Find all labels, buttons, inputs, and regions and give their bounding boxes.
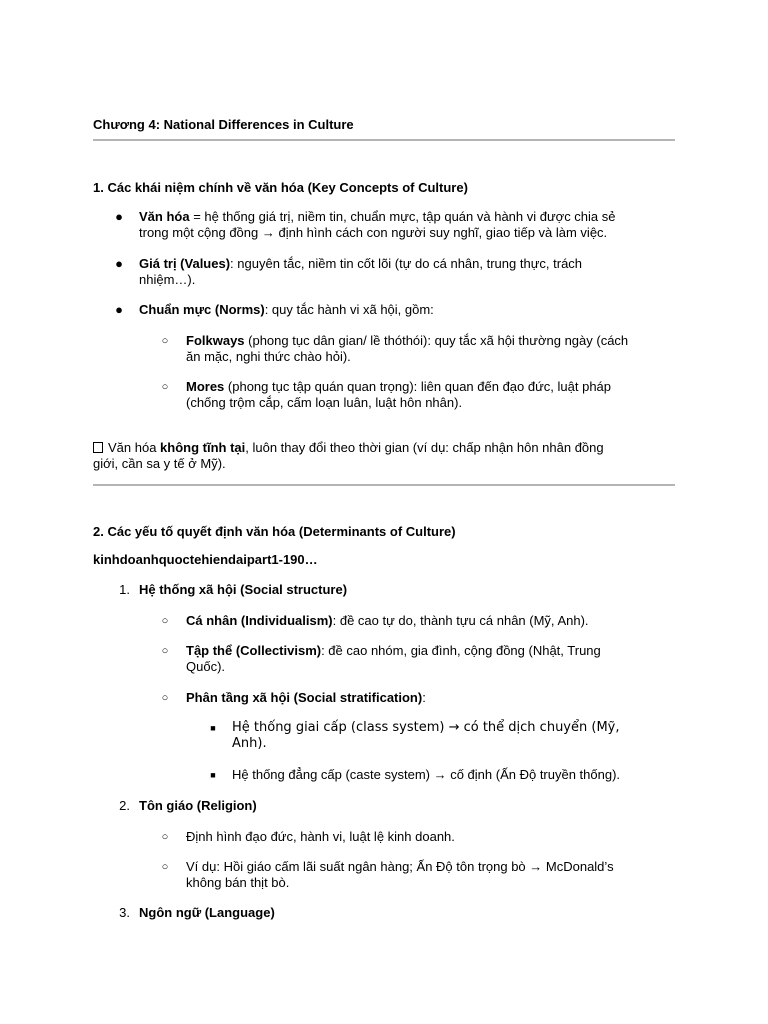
term: Văn hóa <box>139 209 190 224</box>
term: Chuẩn mực (Norms) <box>139 302 265 317</box>
circle-bullet-icon: ○ <box>161 335 169 347</box>
page-title: Chương 4: National Differences in Culture <box>93 117 354 132</box>
term: Phân tầng xã hội (Social stratification) <box>186 690 423 705</box>
text: : quy tắc hành vi xã hội, gồm: <box>264 302 434 317</box>
checkbox-glyph-icon <box>93 442 103 453</box>
divider <box>93 484 675 486</box>
sub-item-religion-1: Định hình đạo đức, hành vi, luật lệ kinh doanh. <box>186 829 455 844</box>
list-item-norms <box>139 302 721 318</box>
sub-item-mores <box>186 379 768 395</box>
term: Cá nhân (Individualism) <box>186 613 333 628</box>
text: , luôn thay đổi theo thời gian (ví dụ: chấp nhận hôn nhân đồng <box>245 440 604 455</box>
text: : <box>422 690 426 705</box>
text: (phong tục tập quán quan trọng): liên quan đến đạo đức, luật pháp <box>224 379 612 394</box>
list-item-culture <box>139 209 721 225</box>
divider <box>93 139 675 141</box>
circle-bullet-icon: ○ <box>161 645 169 657</box>
note-line-cont: giới, cần sa y tế ở Mỹ). <box>93 456 226 471</box>
square-bullet-icon: ■ <box>210 723 216 733</box>
text: Văn hóa <box>108 440 161 455</box>
sub-item-collectivism <box>186 643 768 659</box>
circle-bullet-icon: ○ <box>161 615 169 627</box>
list-number: 1. <box>119 582 130 597</box>
text: : đề cao tự do, thành tựu cá nhân (Mỹ, Anh). <box>332 613 589 628</box>
text: (phong tục dân gian/ lề thóthói): quy tắc xã hội thường ngày (cách <box>244 333 629 348</box>
list-item-social-structure: Hệ thống xã hội (Social structure) <box>139 582 348 597</box>
circle-bullet-icon: ○ <box>161 861 169 873</box>
sub-item-religion-2: Ví dụ: Hồi giáo cấm lãi suất ngân hàng; Ấn Độ tôn trọng bò → McDonald’s <box>186 859 614 874</box>
note-line <box>93 440 675 456</box>
list-item-culture-cont: trong một cộng đồng → định hình cách con người suy nghĩ, giao tiếp và làm việc. <box>139 225 608 240</box>
strat-item-class: Hệ thống giai cấp (class system) → có thể dịch chuyển (Mỹ, <box>232 720 620 735</box>
source-reference: kinhdoanhquoctehiendaipart1-190… <box>93 552 318 567</box>
term: Tập thể (Collectivism) <box>186 643 322 658</box>
section2-heading: 2. Các yếu tố quyết định văn hóa (Determinants of Culture) <box>93 524 456 539</box>
text: : nguyên tắc, niềm tin cốt lõi (tự do cá nhân, trung thực, trách <box>230 256 583 271</box>
term: Giá trị (Values) <box>139 256 231 271</box>
bullet-icon: ● <box>115 302 123 317</box>
list-item-values <box>139 256 721 272</box>
text: = hệ thống giá trị, niềm tin, chuẩn mực, tập quán và hành vi được chia sẻ <box>189 209 616 224</box>
circle-bullet-icon: ○ <box>161 831 169 843</box>
list-item-values-cont: nhiệm…). <box>139 272 196 287</box>
term: Folkways <box>186 333 245 348</box>
emphasis: không tĩnh tại <box>160 440 246 455</box>
strat-item-caste: Hệ thống đẳng cấp (caste system) → cố định (Ấn Độ truyền thống). <box>232 767 621 782</box>
list-number: 2. <box>119 798 130 813</box>
sub-item-folkways-cont: ăn mặc, nghi thức chào hỏi). <box>186 349 351 364</box>
sub-item-stratification <box>186 690 768 706</box>
term: Mores <box>186 379 225 394</box>
sub-item-individualism <box>186 613 768 629</box>
bullet-icon: ● <box>115 209 123 224</box>
section1-heading: 1. Các khái niệm chính về văn hóa (Key Concepts of Culture) <box>93 180 468 195</box>
sub-item-religion-2-cont: không bán thịt bò. <box>186 875 290 890</box>
strat-item-class-cont: Anh). <box>232 736 267 751</box>
list-item-religion: Tôn giáo (Religion) <box>139 798 257 813</box>
list-number: 3. <box>119 905 130 920</box>
sub-item-collectivism-cont: Quốc). <box>186 659 226 674</box>
circle-bullet-icon: ○ <box>161 692 169 704</box>
text: : đề cao nhóm, gia đình, cộng đồng (Nhật, Trung <box>321 643 601 658</box>
list-item-language: Ngôn ngữ (Language) <box>139 905 275 920</box>
circle-bullet-icon: ○ <box>161 381 169 393</box>
bullet-icon: ● <box>115 256 123 271</box>
square-bullet-icon: ■ <box>210 770 216 780</box>
sub-item-folkways <box>186 333 768 349</box>
sub-item-mores-cont: (chống trộm cắp, cấm loạn luân, luật hôn nhân). <box>186 395 463 410</box>
